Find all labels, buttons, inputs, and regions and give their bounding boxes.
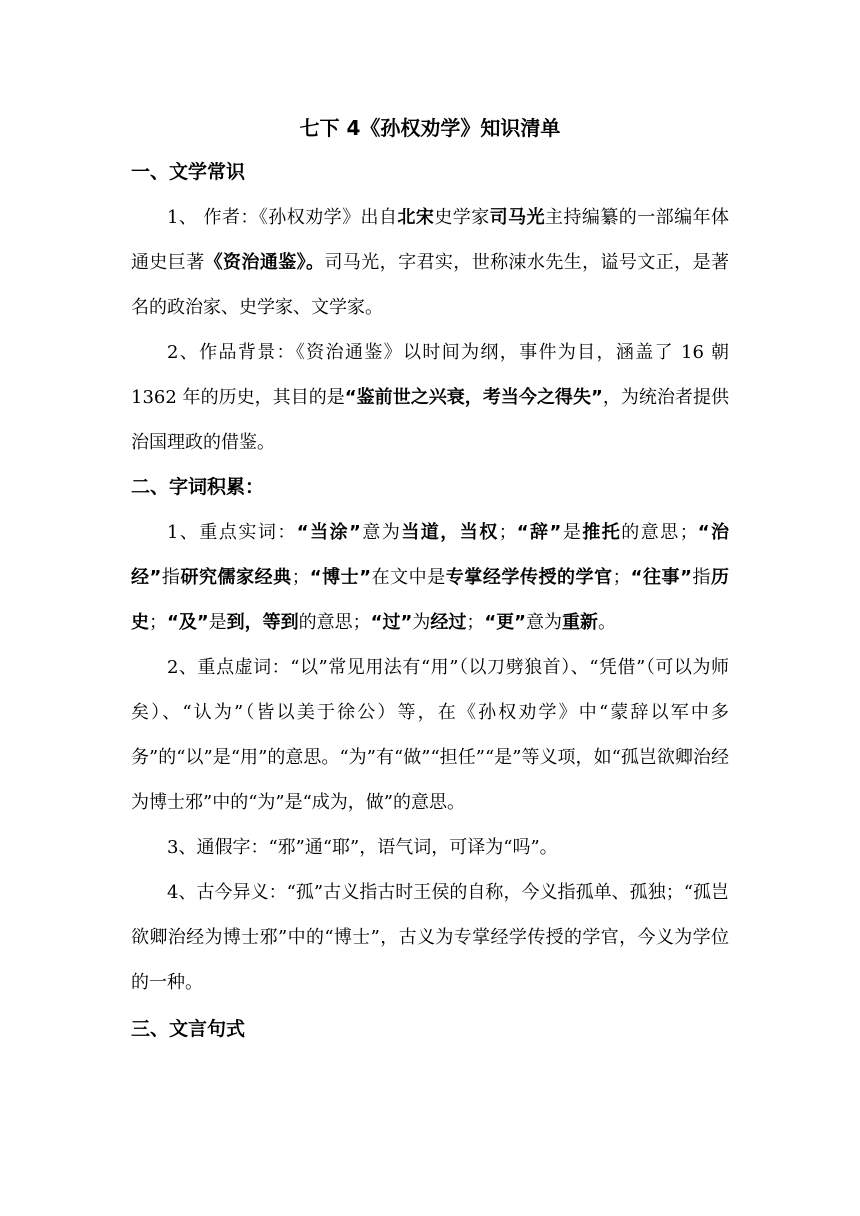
section-heading-literature: 一、文学常识 bbox=[131, 161, 246, 183]
text-run: ，为统治者提供治国理政的借鉴。 bbox=[131, 387, 730, 453]
text-run: 的意思； bbox=[621, 522, 698, 543]
paragraph-background bbox=[131, 330, 729, 465]
text-run: 主持编纂的一部编年体通史巨著 bbox=[131, 207, 730, 273]
bold-term: 到，等到 bbox=[226, 612, 299, 633]
text-run: 的意思； bbox=[298, 612, 371, 633]
text-run: ； bbox=[291, 567, 310, 588]
text-run: 。 bbox=[598, 612, 617, 633]
text-run: 司马光，字君实，世称涑水先生，谥号文正，是著名的政治家、史学家、文学家。 bbox=[131, 252, 729, 318]
text-run: 在文中是 bbox=[371, 567, 446, 588]
text-run: 意为 bbox=[526, 612, 563, 633]
section-heading-vocabulary: 二、字词积累： bbox=[131, 476, 265, 498]
bold-term: “辞” bbox=[516, 522, 562, 543]
bold-term: “更” bbox=[484, 612, 527, 633]
bold-term: 研究儒家经典 bbox=[180, 567, 292, 588]
paragraph-content-words bbox=[131, 510, 729, 645]
bold-term: “治经” bbox=[131, 522, 730, 588]
text-run: 1、 作者：《孙权劝学》出自 bbox=[167, 207, 398, 228]
bold-term: “往事” bbox=[630, 567, 692, 588]
bold-term: 历史 bbox=[131, 567, 730, 633]
paragraph-author bbox=[131, 195, 729, 330]
bold-term: 推托 bbox=[582, 522, 622, 543]
text-run: 史学家 bbox=[434, 207, 490, 228]
bold-term: 重新 bbox=[562, 612, 599, 633]
bold-term: 当道，当权 bbox=[401, 522, 499, 543]
bold-term: 司马光 bbox=[489, 207, 546, 228]
paragraph-function-words bbox=[131, 645, 729, 825]
section-heading-sentence-patterns: 三、文言句式 bbox=[131, 1018, 246, 1040]
bold-term: 专掌经学传授的学官 bbox=[445, 567, 613, 588]
bold-term: “及” bbox=[167, 612, 209, 633]
text-run: 2、重点虚词：“以”常见用法有“用”（以刀劈狼首）、“凭借”（可以为师矣）、“认为”（皆以美于徐公）等，在《孙权劝学》中“蒙辞以军中多务”的“以”是“用”的意思。“为”有“做”“担任”“是”等义项，如“孤岂欲卿治经为博士邪”中的“为”是“成为，做”的意思。 bbox=[131, 657, 729, 813]
document-title: 七下 4《孙权劝学》知识清单 bbox=[299, 116, 561, 140]
text-run: 是 bbox=[561, 522, 583, 543]
bold-term: “过” bbox=[370, 612, 413, 633]
text-run: 4、古今异义：“孤”古义指古时王侯的自称，今义指孤单、孤独；“孤岂欲卿治经为博士邪”中的“博士”，古义为专掌经学传授的学官，今义为学位的一种。 bbox=[131, 882, 729, 993]
text-run: 是 bbox=[208, 612, 227, 633]
text-run: 意为 bbox=[360, 522, 402, 543]
bold-term: “鉴前世之兴衰，考当今之得失” bbox=[344, 387, 603, 408]
text-run: ； bbox=[466, 612, 485, 633]
text-run: ； bbox=[612, 567, 631, 588]
text-run: 为 bbox=[412, 612, 431, 633]
text-run: 指 bbox=[161, 567, 181, 588]
text-run: ； bbox=[498, 522, 517, 543]
text-run: 2、作品背景：《资治通鉴》以时间为纲，事件为目，涵盖了 16 朝 1362 年的历史，其目的是 bbox=[131, 342, 729, 408]
text-run: ； bbox=[149, 612, 167, 633]
text-run: 指 bbox=[691, 567, 712, 588]
bold-term: 经过 bbox=[430, 612, 467, 633]
text-run: 3、通假字：“邪”通“耶”，语气词，可译为“吗”。 bbox=[167, 837, 558, 858]
bold-term: 北宋 bbox=[397, 207, 435, 228]
bold-term: “当涂” bbox=[296, 522, 361, 543]
bold-term: 《资治通鉴》。 bbox=[204, 252, 325, 273]
paragraph-ancient-modern-meaning bbox=[131, 870, 729, 1005]
paragraph-interchangeable-chars bbox=[131, 825, 729, 870]
text-run: 1、重点实词： bbox=[167, 522, 297, 543]
bold-term: “博士” bbox=[309, 567, 372, 588]
